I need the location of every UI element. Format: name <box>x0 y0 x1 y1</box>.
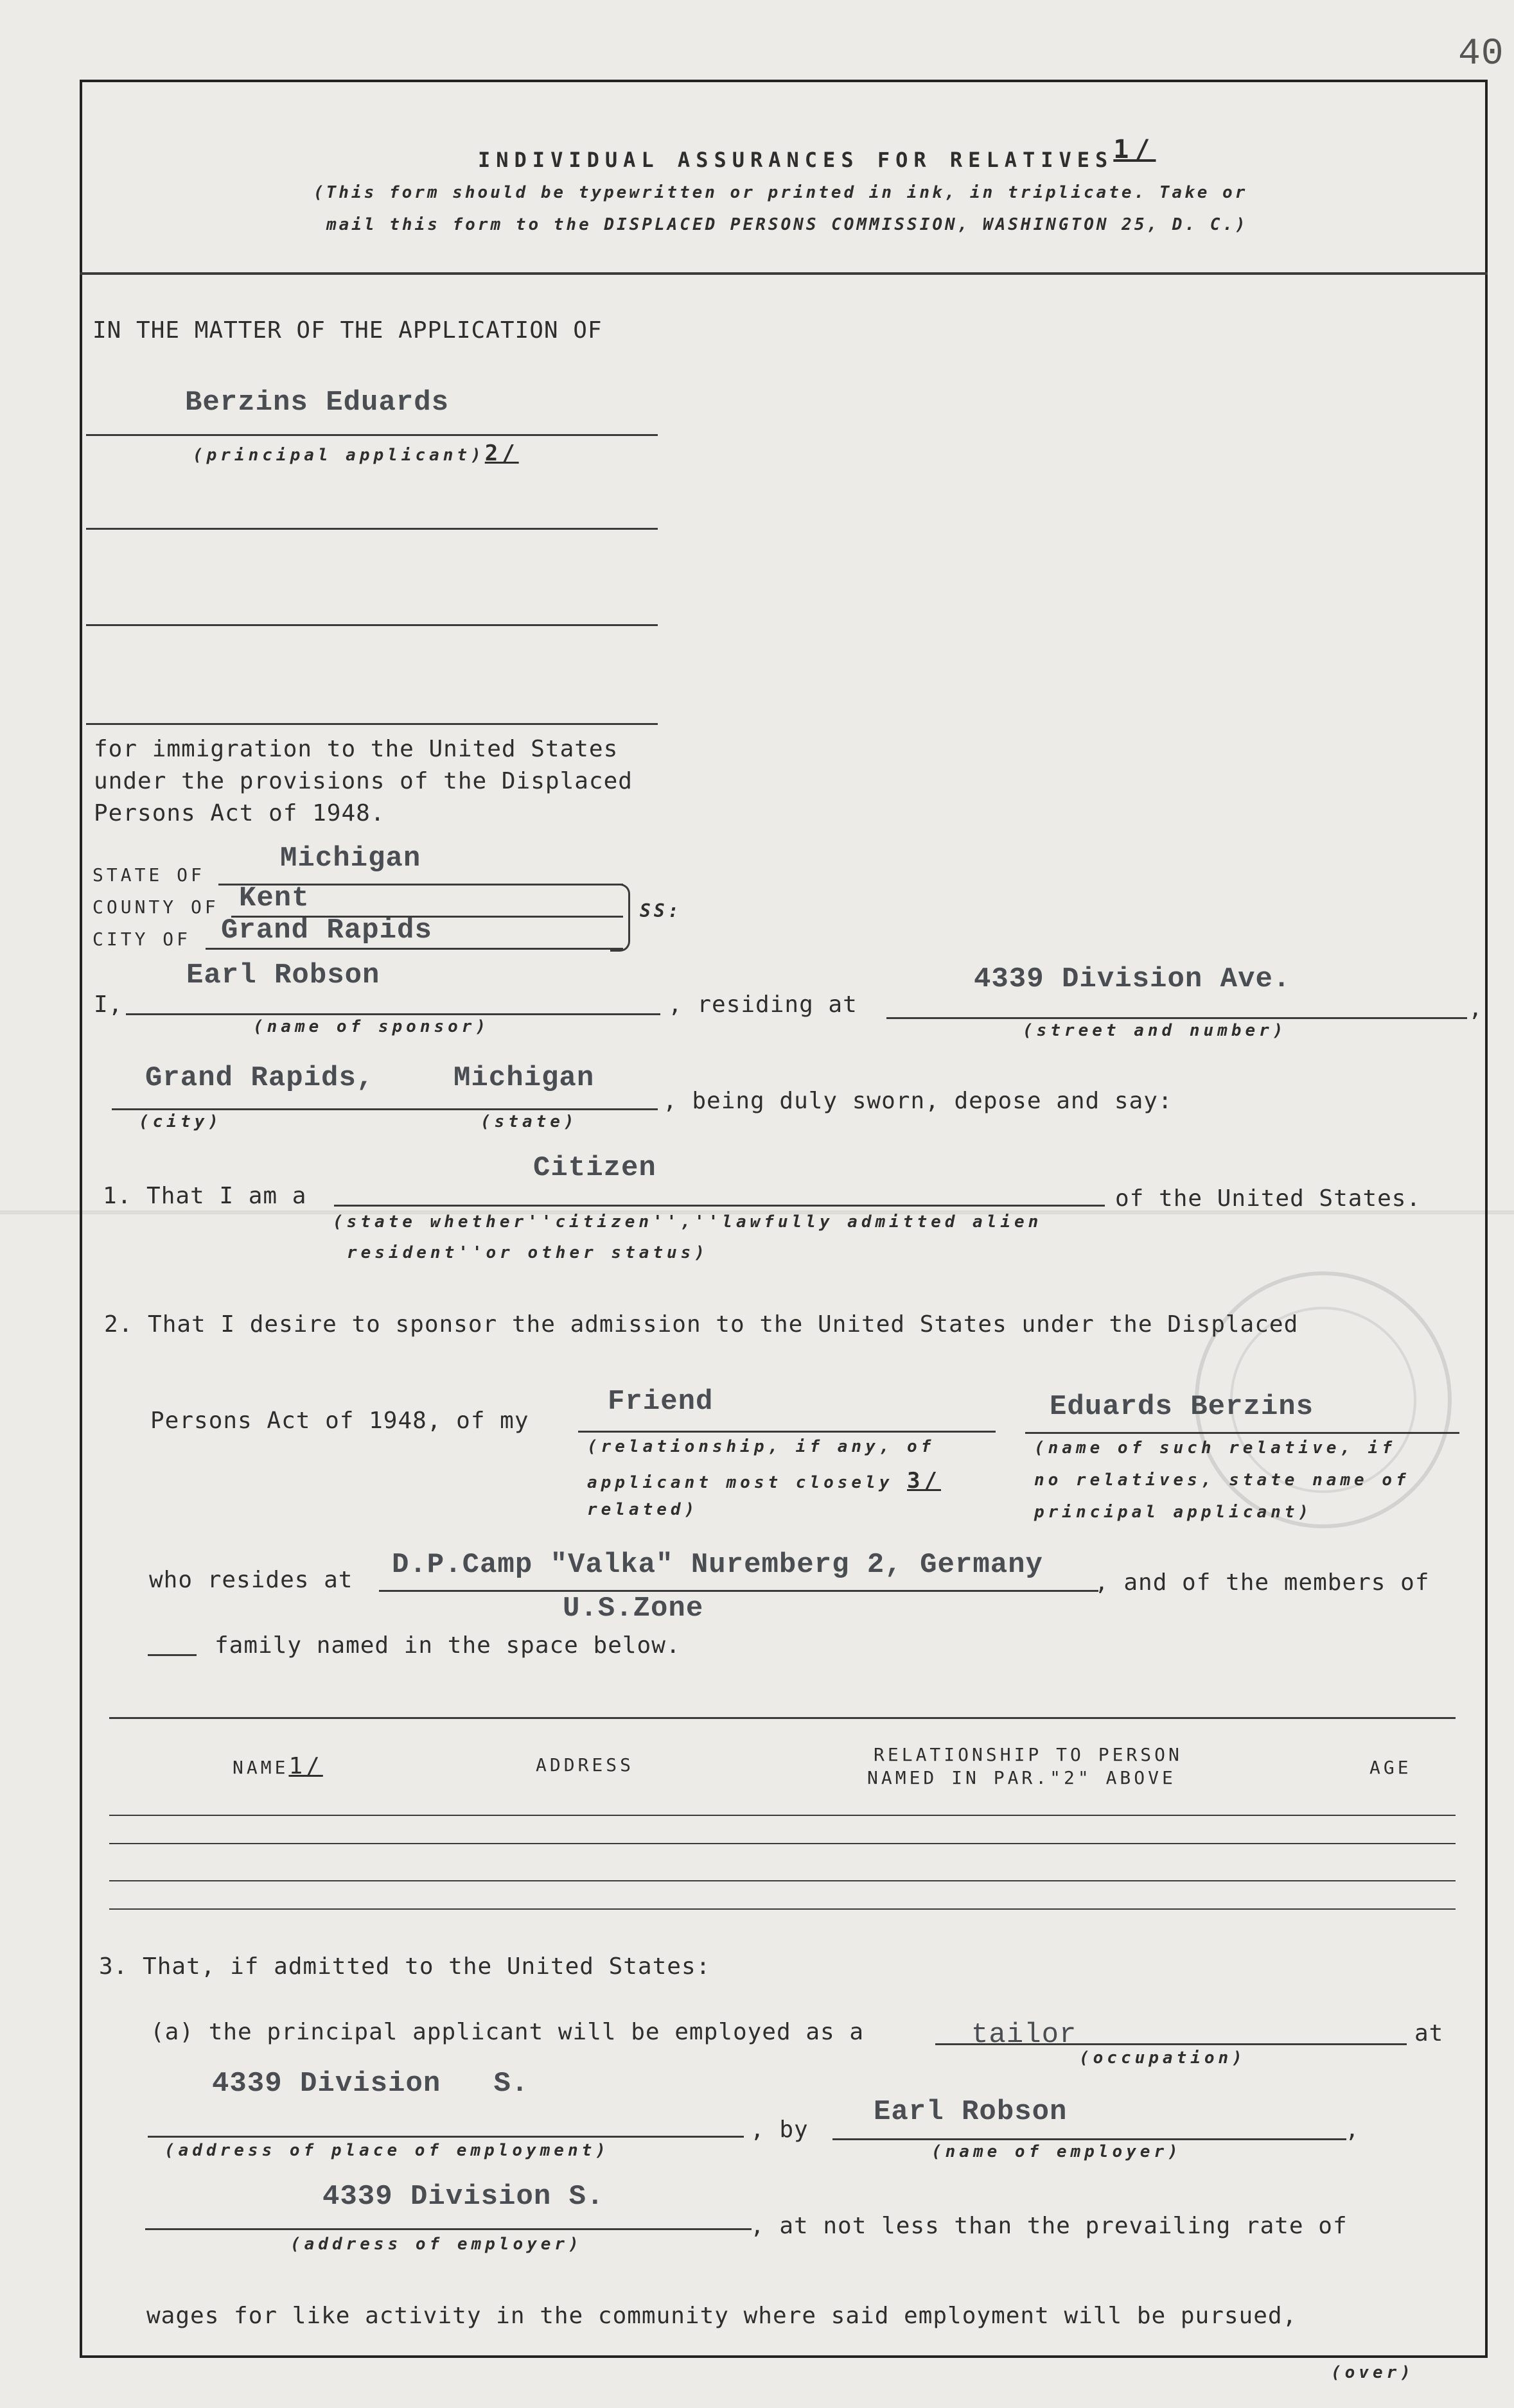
item2-lead: Persons Act of 1948, of my <box>150 1408 529 1434</box>
applicant-blank-line-1 <box>86 528 658 530</box>
principal-applicant-note: 2/ <box>484 441 519 466</box>
venue-bracket <box>610 884 630 952</box>
occupation-value: tailor <box>971 2019 1077 2051</box>
sponsor-name-value: Earl Robson <box>186 959 380 991</box>
relationship-line <box>578 1431 996 1433</box>
county-value: Kent <box>239 882 310 914</box>
sponsor-street-comma: , <box>1468 995 1483 1022</box>
relative-name-label-3: principal applicant) <box>1034 1503 1313 1522</box>
county-line <box>231 916 623 918</box>
col-name-text: NAME <box>233 1757 289 1778</box>
resides-lead: who resides at <box>149 1567 353 1593</box>
col-relationship-header-2: NAMED IN PAR."2" ABOVE <box>867 1767 1176 1788</box>
occupation-label: (occupation) <box>1079 2048 1246 2068</box>
col-name-note: 1/ <box>288 1753 323 1779</box>
application-heading: IN THE MATTER OF THE APPLICATION OF <box>92 317 603 344</box>
principal-applicant-value: Berzins Eduards <box>185 387 450 419</box>
resides-address-value-2: U.S.Zone <box>563 1592 704 1625</box>
page-number: 40 <box>1458 33 1504 75</box>
relationship-note: 3/ <box>907 1468 941 1494</box>
item3-lead: 3. That, if admitted to the United States: <box>99 1953 711 1980</box>
form-title-text: INDIVIDUAL ASSURANCES FOR RELATIVES <box>478 148 1114 172</box>
table-row-line-4 <box>109 1908 1456 1910</box>
over-note: (over) <box>1331 2363 1414 2382</box>
table-row-line-3 <box>109 1880 1456 1881</box>
relative-name-label-2: no relatives, state name of <box>1034 1470 1410 1490</box>
city-value: Grand Rapids <box>221 914 432 947</box>
applicant-blank-line-2 <box>86 624 658 626</box>
city-line <box>206 948 623 950</box>
table-top-line <box>109 1717 1456 1719</box>
relative-name-label-1: (name of such relative, if <box>1034 1438 1396 1458</box>
principal-applicant-line <box>86 434 658 436</box>
county-label: COUNTY OF <box>92 896 219 918</box>
relationship-label-3: related) <box>587 1500 699 1519</box>
immigration-text-3: Persons Act of 1948. <box>94 800 385 826</box>
sponsor-state-label: (state) <box>480 1112 578 1131</box>
citizen-status-value: Citizen <box>533 1152 656 1184</box>
item1-lead: 1. That I am a <box>103 1183 307 1209</box>
resides-address-value: D.P.Camp "Valka" Nuremberg 2, Germany <box>392 1549 1043 1581</box>
sponsor-state-value: Michigan <box>453 1062 595 1094</box>
citizen-status-line <box>334 1205 1105 1207</box>
item3a-lead: (a) the principal applicant will be employed as a <box>150 2019 865 2045</box>
table-row-line-1 <box>109 1815 1456 1816</box>
table-row-line-2 <box>109 1843 1456 1844</box>
form-title-note: 1/ <box>1113 135 1156 164</box>
sponsor-name-line <box>126 1013 660 1015</box>
col-name-header <box>233 1753 323 1779</box>
col-address-header: ADDRESS <box>536 1754 635 1775</box>
prevailing-rate-text: , at not less than the prevailing rate of <box>750 2213 1348 2239</box>
employer-by: , by <box>750 2116 809 2143</box>
state-label: STATE OF <box>92 864 205 886</box>
form-instruction-2: mail this form to the DISPLACED PERSONS COMMISSION, WASHINGTON 25, D. C.) <box>326 215 1248 234</box>
sponsor-street-label: (street and number) <box>1023 1021 1287 1040</box>
applicant-blank-line-3 <box>86 723 658 725</box>
employer-name-label: (name of employer) <box>931 2142 1182 2161</box>
principal-applicant-label <box>193 441 519 466</box>
relationship-label-2-text: applicant most closely <box>587 1473 893 1492</box>
sponsor-street-value: 4339 Division Ave. <box>974 963 1291 995</box>
header-divider <box>80 272 1488 275</box>
sponsor-city-label: (city) <box>139 1112 222 1131</box>
employer-address-label: (address of employer) <box>290 2235 583 2254</box>
employment-address-line <box>148 2136 744 2138</box>
form-title <box>478 135 1156 173</box>
principal-applicant-label-text: (principal applicant) <box>193 446 485 465</box>
sponsor-city-value: Grand Rapids, <box>145 1062 374 1094</box>
family-count-line <box>148 1654 197 1656</box>
sponsor-i: I, <box>94 991 123 1018</box>
sponsor-name-label: (name of sponsor) <box>253 1017 490 1036</box>
state-value: Michigan <box>280 842 421 875</box>
occupation-at: at <box>1414 2020 1444 2046</box>
employer-address-line <box>145 2228 752 2230</box>
employment-address-value: 4339 Division S. <box>212 2068 529 2100</box>
wages-text: wages for like activity in the community where said employment will be pursued, <box>146 2303 1298 2329</box>
relationship-value: Friend <box>608 1386 714 1418</box>
immigration-text-1: for immigration to the United States <box>94 736 619 762</box>
relative-name-value: Eduards Berzins <box>1050 1391 1314 1423</box>
employer-name-value: Earl Robson <box>874 2096 1068 2128</box>
employment-address-label: (address of place of employment) <box>164 2141 610 2160</box>
city-label: CITY OF <box>92 929 191 950</box>
sponsor-street-line <box>886 1017 1467 1019</box>
form-instruction-1: (This form should be typewritten or printed in ink, in triplicate. Take or <box>313 183 1248 202</box>
item2-line1: 2. That I desire to sponsor the admission to the United States under the Displaced <box>104 1311 1299 1338</box>
citizen-status-label-1: (state whether''citizen'',''lawfully admitted alien <box>333 1212 1043 1232</box>
citizen-status-label-2: resident''or other status) <box>347 1243 709 1262</box>
relative-name-line <box>1025 1432 1459 1434</box>
occupation-line <box>935 2043 1407 2045</box>
sponsor-city-state-line <box>112 1108 658 1110</box>
relationship-label-1: (relationship, if any, of <box>587 1437 935 1456</box>
resides-tail: , and of the members of <box>1095 1569 1430 1596</box>
immigration-text-2: under the provisions of the Displaced <box>94 768 633 794</box>
col-age-header: AGE <box>1369 1757 1412 1778</box>
employer-comma: , <box>1345 2116 1360 2143</box>
relationship-label-2 <box>587 1468 941 1494</box>
state-line <box>218 884 623 886</box>
resides-address-line <box>379 1590 1098 1592</box>
sworn-text: , being duly sworn, depose and say: <box>663 1088 1173 1114</box>
col-relationship-header-1: RELATIONSHIP TO PERSON <box>874 1744 1183 1765</box>
employer-address-value: 4339 Division S. <box>322 2181 604 2213</box>
item1-tail: of the United States. <box>1115 1185 1422 1212</box>
residing-at-label: , residing at <box>668 991 858 1018</box>
ss-label: SS: <box>640 900 682 921</box>
family-line-text: family named in the space below. <box>215 1632 681 1659</box>
employer-name-line <box>832 2138 1346 2140</box>
